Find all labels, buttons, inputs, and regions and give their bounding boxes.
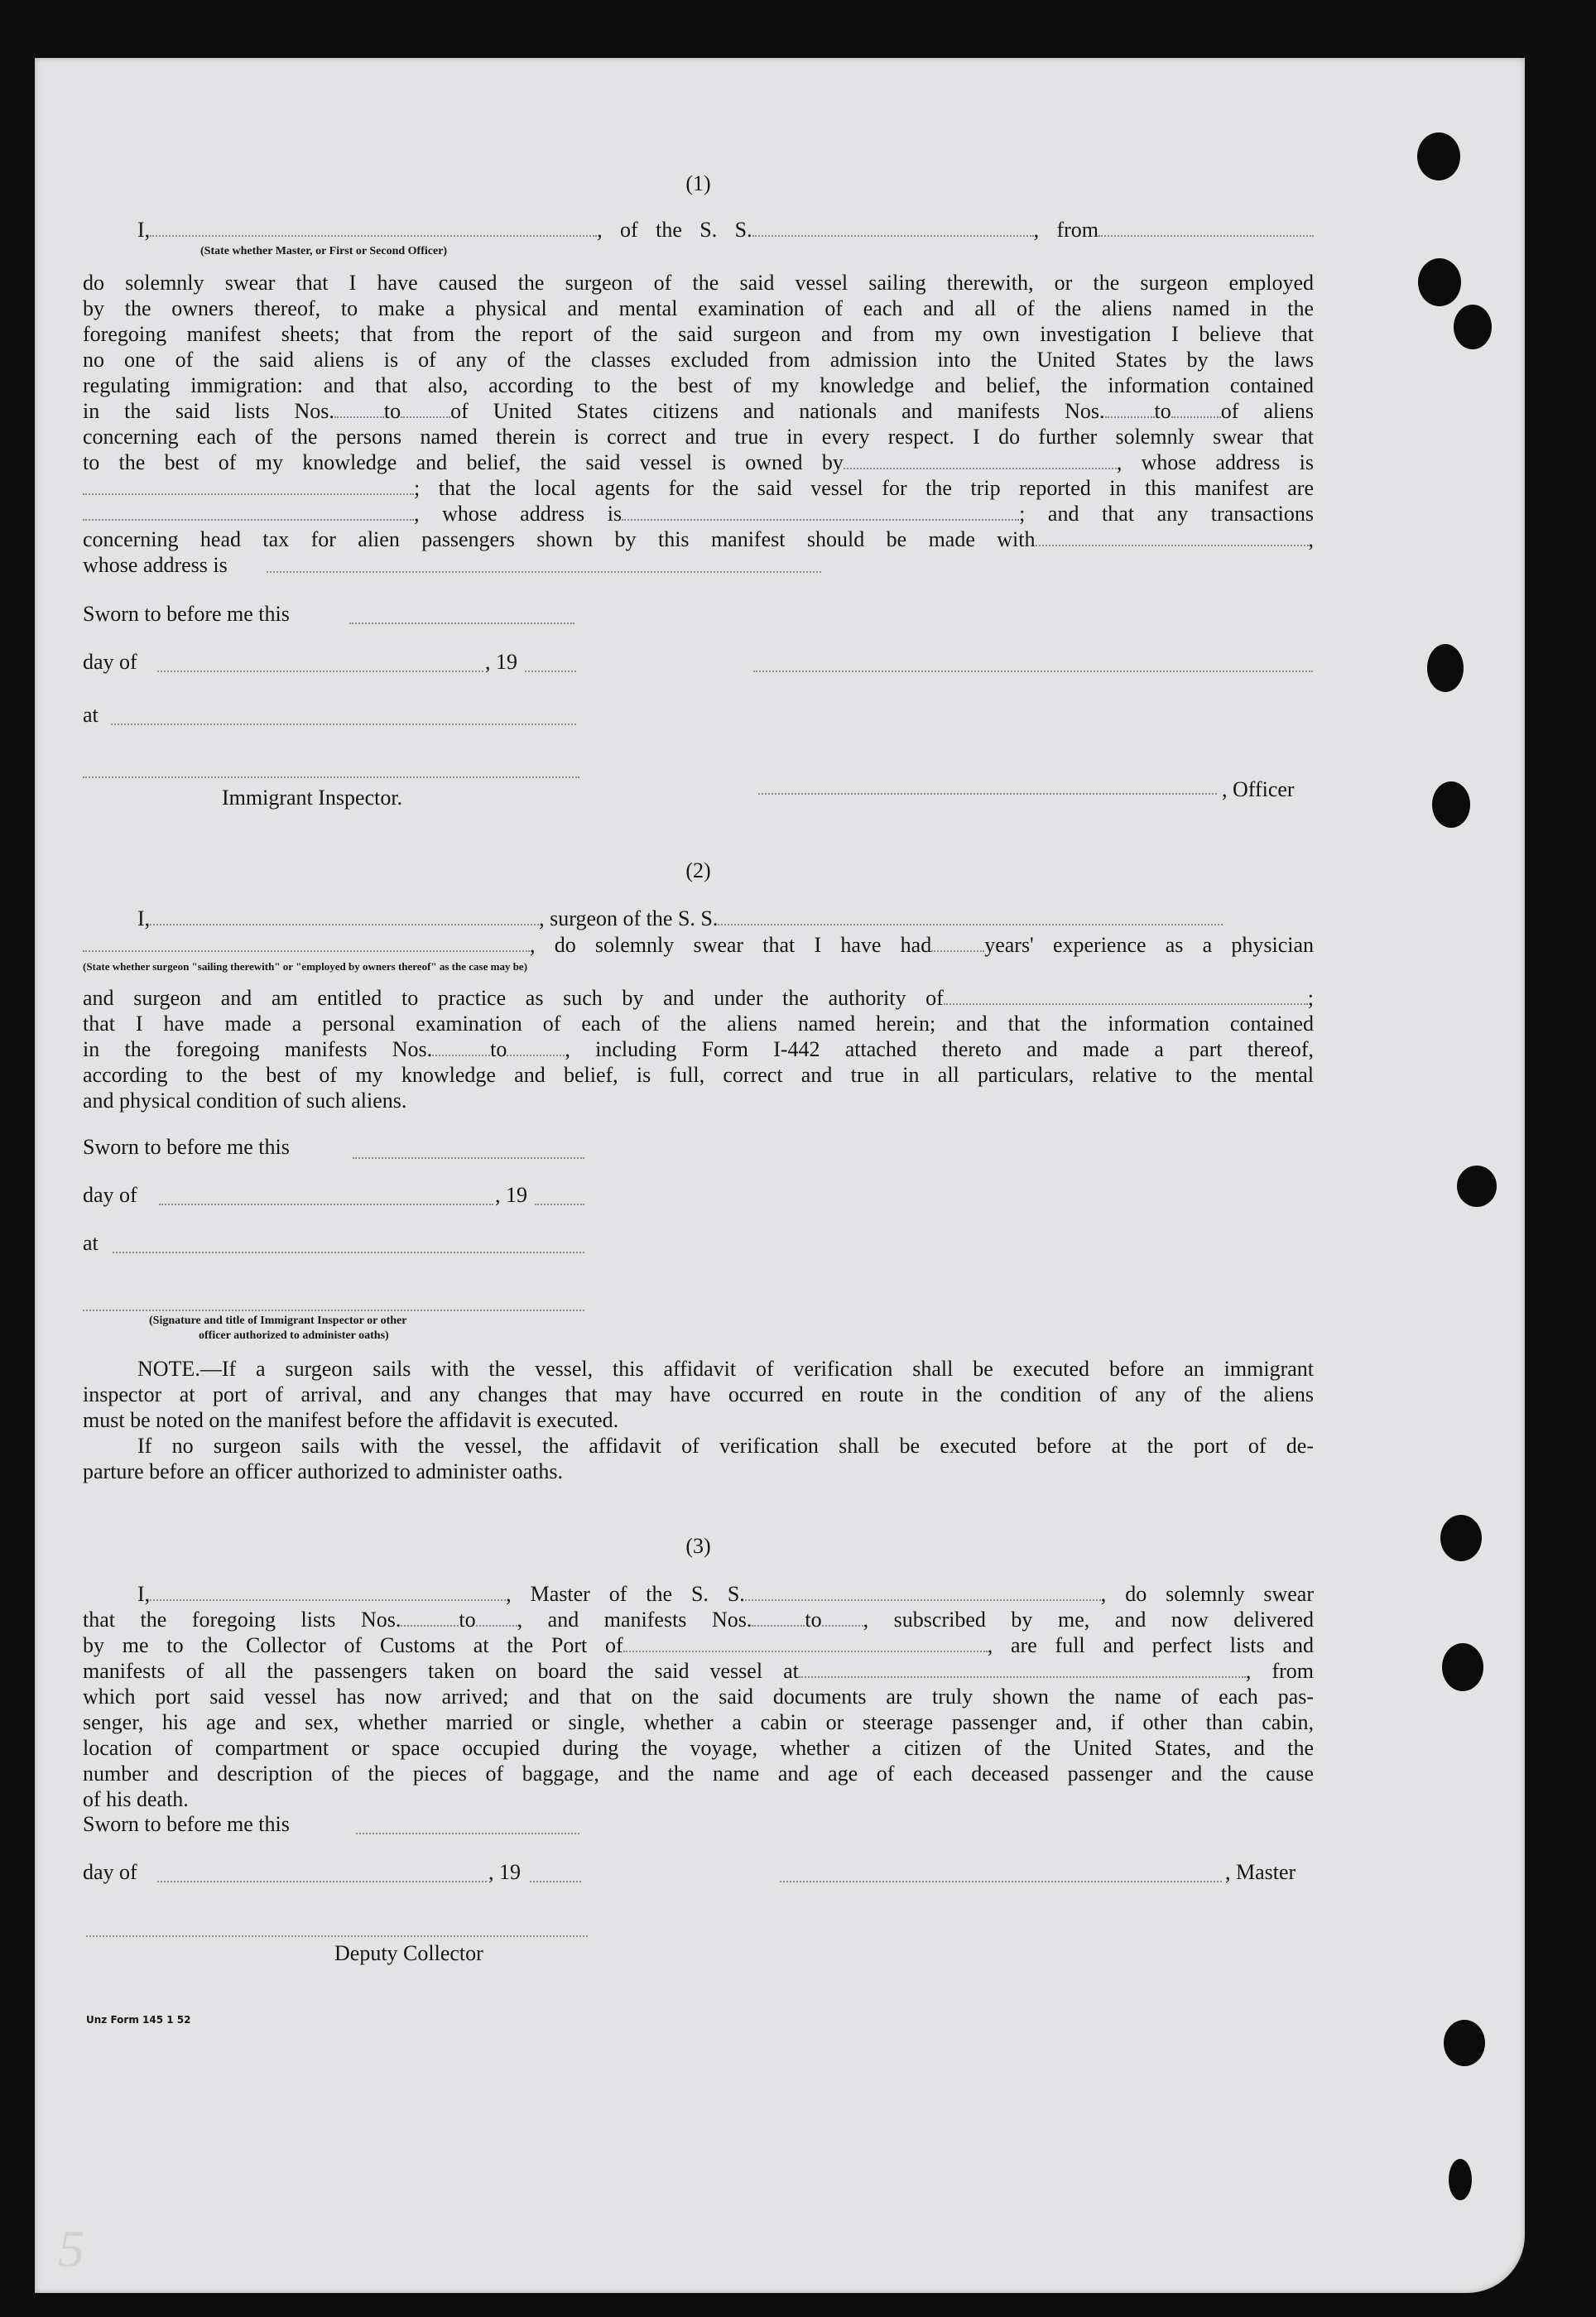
body-line: location of compartment or space occupied during the voyage, whether a citizen of the United States, and the [83, 1736, 1314, 1760]
punch-hole [1417, 132, 1460, 180]
note-line: must be noted on the manifest before the affidavit is executed. [83, 1408, 619, 1432]
day-of-field[interactable] [159, 1204, 493, 1205]
collector-title: Deputy Collector [334, 1941, 483, 1965]
punch-hole [1449, 2159, 1472, 2200]
headtax-line: concerning head tax for alien passengers shown by this manifest should be made with , [83, 527, 1314, 551]
port-line: by me to the Collector of Customs at the Port of , are full and perfect lists and [83, 1633, 1314, 1657]
whose-address-label: whose address is [83, 553, 228, 577]
at-field[interactable] [113, 1252, 584, 1253]
at-label: at [83, 703, 99, 727]
boarded-at-line: manifests of all the passengers taken on board the said vessel at , from [83, 1659, 1314, 1683]
oath-line: I, , of the S. S. , from [83, 217, 1314, 243]
note-line: If no surgeon sails with the vessel, the affidavit of verification shall be executed before at the port of de- [137, 1434, 1314, 1458]
inspector-signature-field[interactable] [83, 1310, 584, 1311]
day-of-label: day of [83, 650, 137, 674]
inspector-signature-field[interactable] [83, 776, 579, 778]
authority-line: and surgeon and am entitled to practice as such by and under the authority of ; [83, 986, 1314, 1010]
day-of-field[interactable] [157, 1881, 487, 1882]
sworn-label: Sworn to before me this [83, 1135, 290, 1159]
lists-line: that the foregoing lists Nos. to , and manifests Nos. to , subscribed by me, and now delivered [83, 1608, 1314, 1632]
day-of-field[interactable] [157, 671, 483, 672]
punch-hole [1457, 1166, 1497, 1207]
at-field[interactable] [111, 723, 576, 725]
year-label: , 19 [485, 650, 517, 674]
day-of-label: day of [83, 1860, 137, 1884]
body-line: regulating immigration: and that also, according to the best of my knowledge and belief, the information contained [83, 373, 1314, 397]
address-line: , whose address is ; and that any transactions [83, 501, 1314, 526]
field-caption: (State whether surgeon "sailing therewith" or "employed by owners thereof" as the case may be) [83, 960, 528, 973]
body-line: that I have made a personal examination of each of the aliens named herein; and that the information contained [83, 1012, 1314, 1036]
surgeon-line: I, , surgeon of the S. S. [137, 906, 1223, 931]
year-field[interactable] [525, 671, 576, 672]
punch-hole [1454, 305, 1492, 349]
section-heading: (2) [685, 858, 711, 882]
punch-hole [1442, 1643, 1483, 1691]
master-signature-field[interactable] [780, 1881, 1222, 1882]
signature-caption: officer authorized to administer oaths) [199, 1329, 389, 1342]
note-line: parture before an officer authorized to administer oaths. [83, 1459, 563, 1483]
sworn-day-field[interactable] [349, 623, 574, 624]
list-numbers-line: in the said lists Nos. to of United States citizens and nationals and manifests Nos. to of aliens [83, 399, 1315, 423]
officer-signature-field[interactable] [753, 671, 1313, 672]
punch-hole [1432, 781, 1470, 828]
surgeon-experience-line: , do solemnly swear that I have had years' experience as a physician [83, 932, 1314, 958]
body-line: concerning each of the persons named therein is correct and true in every respect. I do further solemnly swear that [83, 425, 1314, 449]
body-line: no one of the said aliens is of any of the classes excluded from admission into the United States by the laws [83, 348, 1314, 372]
agents-line: ; that the local agents for the said vessel for the trip reported in this manifest are [83, 475, 1314, 501]
margin-mark: 5 [58, 2219, 84, 2278]
officer-name-field[interactable] [758, 793, 1217, 795]
whose-address-field[interactable] [267, 571, 821, 573]
body-line: of his death. [83, 1787, 189, 1811]
sworn-day-field[interactable] [353, 1157, 584, 1159]
section-heading: (1) [685, 171, 711, 195]
officer-title: , Officer [1222, 777, 1295, 801]
year-field[interactable] [535, 1204, 584, 1205]
punch-hole [1418, 258, 1461, 306]
form-number: Unz Form 145 1 52 [86, 2014, 191, 2026]
year-label: , 19 [495, 1183, 527, 1207]
body-line: by the owners thereof, to make a physical and mental examination of each and all of the aliens named in the [83, 296, 1314, 320]
punch-hole [1444, 2020, 1485, 2066]
body-line: do solemnly swear that I have caused the surgeon of the said vessel sailing therewith, or the surgeon employed [83, 271, 1314, 295]
day-of-label: day of [83, 1183, 137, 1207]
body-line: and physical condition of such aliens. [83, 1089, 407, 1113]
owner-line: to the best of my knowledge and belief, the said vessel is owned by , whose address is [83, 450, 1314, 474]
body-line: foregoing manifest sheets; that from the report of the said surgeon and from my own investigation I believe that [83, 322, 1314, 346]
inspector-title: Immigrant Inspector. [222, 786, 403, 810]
body-line: according to the best of my knowledge and belief, is full, correct and true in all particulars, relative to the mental [83, 1063, 1314, 1087]
year-label: , 19 [488, 1860, 521, 1884]
signature-caption: (Signature and title of Immigrant Inspector or other [149, 1315, 407, 1327]
punch-hole [1427, 644, 1464, 692]
field-caption: (State whether Master, or First or Second Officer) [200, 245, 448, 257]
body-line: senger, his age and sex, whether married or single, whether a cabin or steerage passenger and, if other than cabin, [83, 1710, 1314, 1734]
note-line: NOTE.—If a surgeon sails with the vessel, this affidavit of verification shall be executed before an immigrant [137, 1357, 1314, 1381]
master-line: I, , Master of the S. S. , do solemnly swear [137, 1582, 1315, 1606]
note-line: inspector at port of arrival, and any changes that may have occurred en route in the condition of any of the aliens [83, 1382, 1314, 1406]
at-label: at [83, 1231, 99, 1255]
manifest-numbers-line: in the foregoing manifests Nos. to , including Form I-442 attached thereto and made a part thereof, [83, 1037, 1315, 1061]
body-line: which port said vessel has now arrived; and that on the said documents are truly shown the name of each pas- [83, 1685, 1314, 1709]
sworn-label: Sworn to before me this [83, 602, 290, 626]
year-field[interactable] [530, 1881, 581, 1882]
sworn-label: Sworn to before me this [83, 1812, 290, 1836]
master-title: , Master [1225, 1860, 1296, 1884]
collector-signature-field[interactable] [86, 1935, 588, 1937]
section-heading: (3) [685, 1534, 711, 1558]
punch-hole [1440, 1515, 1482, 1561]
sworn-day-field[interactable] [356, 1833, 579, 1834]
body-line: number and description of the pieces of baggage, and the name and age of each deceased passenger and the cause [83, 1762, 1314, 1786]
